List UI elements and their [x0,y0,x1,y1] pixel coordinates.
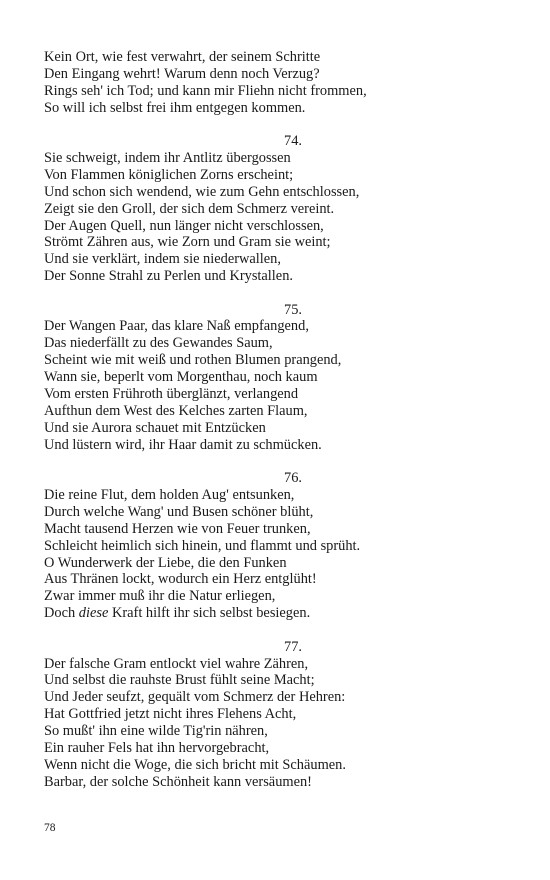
verse-line: Kein Ort, wie fest verwahrt, der seinem Schritte [44,49,321,65]
verse-line: Zeigt sie den Groll, der sich dem Schmerz vereint. [44,200,335,217]
verse-line: Der Wangen Paar, das klare Naß empfangend, [44,318,309,335]
stanza-74 [44,133,514,285]
stanza-76 [44,470,514,622]
verse-line: Scheint wie mit weiß und rothen Blumen prangend, [44,352,342,369]
verse-line: Macht tausend Herzen wie von Feuer trunken, [44,520,311,537]
verse-line: Hat Gottfried jetzt nicht ihres Flehens Acht, [44,706,297,723]
verse-line: Und sie Aurora schauet mit Entzücken [44,419,266,436]
verse-line: O Wunderwerk der Liebe, die den Funken [44,554,287,571]
verse-line: Sie schweigt, indem ihr Antlitz übergossen [44,149,291,166]
verse-line: Den Eingang wehrt! Warum denn noch Verzug? [44,65,320,82]
verse-line: Der falsche Gram entlockt viel wahre Zähren, [44,655,309,672]
verse-line: Aus Thränen lockt, wodurch ein Herz entglüht! [44,571,317,588]
page-number: 78 [44,822,56,834]
verse-line: Der Augen Quell, nun länger nicht verschlossen, [44,217,324,234]
verse-line: Ein rauher Fels hat ihn hervorgebracht, [44,739,270,756]
stanza-77 [44,639,514,791]
verse-line: Die reine Flut, dem holden Aug' entsunken, [44,486,295,503]
stanza-75 [44,302,514,454]
verse-line: Aufthun dem West des Kelches zarten Flaum, [44,402,308,419]
verse-line-with-italic [44,605,514,622]
stanza-continuation [44,49,514,117]
verse-line: Wann sie, beperlt vom Morgenthau, noch kaum [44,369,318,386]
verse-line: Zwar immer muß ihr die Natur erliegen, [44,588,276,605]
verse-text: Doch [44,605,79,622]
verse-line: Barbar, der solche Schönheit kann versäumen! [44,773,312,790]
italic-word: diese [78,605,109,622]
verse-text: Kraft hilft ihr sich selbst besiegen. [108,605,311,622]
verse-line: So mußt' ihn eine wilde Tig'rin nähren, [44,723,268,740]
verse-line: Und schon sich wendend, wie zum Gehn entschlossen, [44,183,360,200]
verse-line: So will ich selbst frei ihm entgegen kommen. [44,99,306,116]
verse-line: Von Flammen königlichen Zorns erscheint; [44,166,294,183]
stanza-number: 75. [284,301,302,318]
verse-line: Und lüstern wird, ihr Haar damit zu schmücken. [44,436,322,453]
stanza-number: 76. [284,470,302,487]
verse-line: Wenn nicht die Woge, die sich bricht mit Schäumen. [44,756,346,773]
verse-line: Das niederfällt zu des Gewandes Saum, [44,335,273,352]
verse-line: Vom ersten Frühroth überglänzt, verlangend [44,386,299,403]
verse-line: Durch welche Wang' und Busen schöner blüht, [44,503,314,520]
verse-line: Und sie verklärt, indem sie niederwallen, [44,251,281,268]
verse-line: Rings seh' ich Tod; und kann mir Fliehn nicht frommen, [44,82,367,99]
verse-line: Schleicht heimlich sich hinein, und flammt und sprüht. [44,537,361,554]
verse-line: Und Jeder seufzt, gequält vom Schmerz der Hehren: [44,689,346,706]
stanza-number: 74. [284,133,302,150]
verse-line: Und selbst die rauhste Brust fühlt seine Macht; [44,672,315,689]
stanza-number: 77. [284,638,302,655]
poem-page [44,49,514,791]
verse-line: Strömt Zähren aus, wie Zorn und Gram sie weint; [44,234,331,251]
verse-line: Der Sonne Strahl zu Perlen und Krystallen. [44,268,293,285]
